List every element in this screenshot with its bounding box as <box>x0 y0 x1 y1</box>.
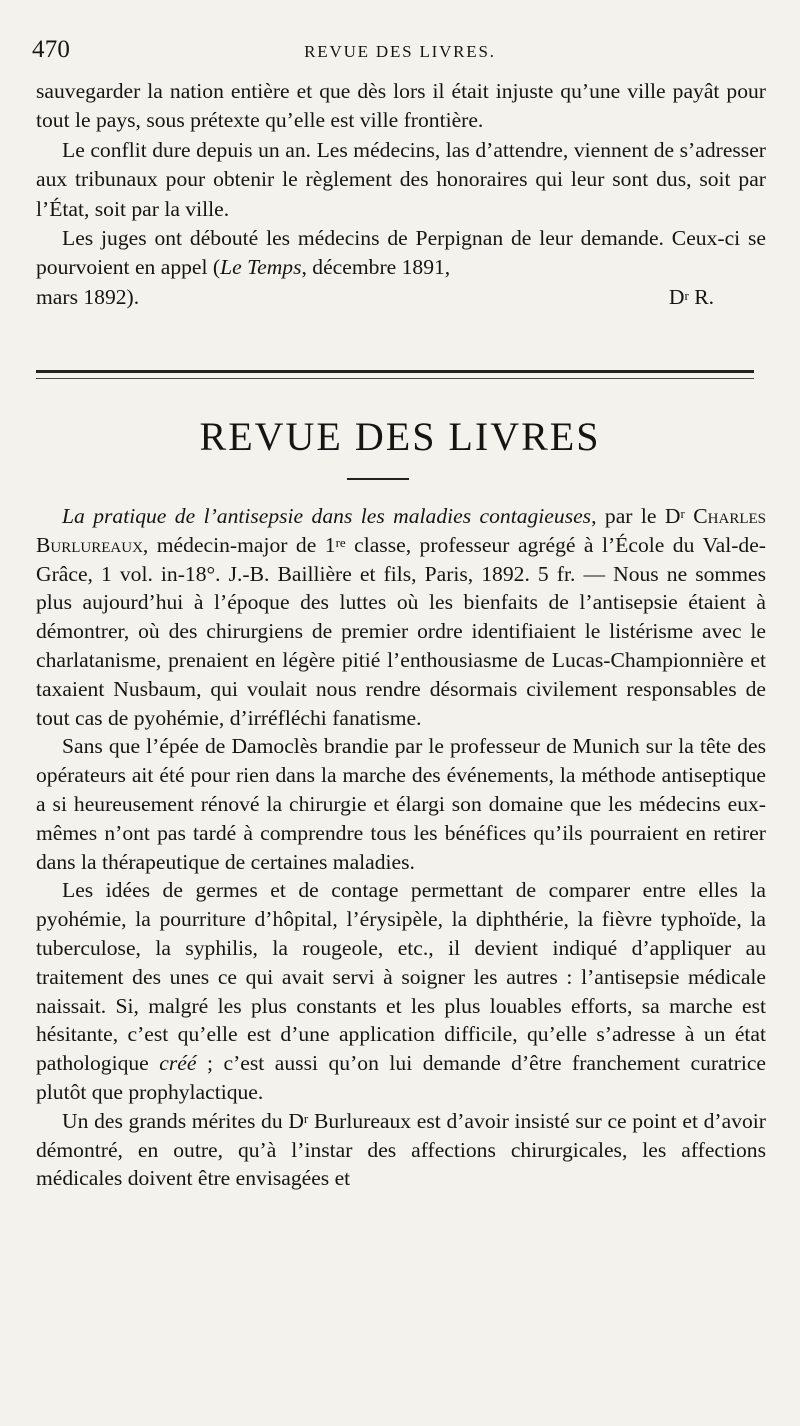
review-opening-paragraph <box>36 502 766 732</box>
review-second-paragraph: Sans que l’épée de Damoclès brandie par le professeur de Munich sur la tête des opérateurs ait été pour rien dans la marche des événements, la méthode antiseptique a si heureusement rénové la chirurgie et élargi son domaine que les médecins eux-mêmes n’ont pas tardé à comprendre tous les bénéfices qu’ils pourraient en retirer dans la thérapeutique de certaines maladies. <box>36 734 766 874</box>
third-paragraph-text: Les idées de germes et de contage permettant de comparer entre elles la pyohémie, la pourriture d’hôpital, l’érysipèle, la diphthérie, la fièvre typhoïde, la tuberculose, la syphilis, la rougeole, etc., il devient indiqué d’appliquer au traitement des unes ce qui avait servi à soigner les autres : l’antisepsie médicale naissait. Si, malgré les plus constants et les plus louables efforts, sa marche est hésitante, c’est qu’elle est d’une application difficile, qu’elle s’adresse à un état pathologique <box>36 878 766 1076</box>
section-title: REVUE DES LIVRES <box>199 414 601 459</box>
fourth-paragraph-superscript: r <box>303 1110 309 1126</box>
review-fourth-paragraph <box>36 1107 766 1193</box>
emphasized-word: créé <box>159 1051 197 1076</box>
signature-name: R. <box>688 284 714 309</box>
author-prefix: D <box>664 504 681 528</box>
section-double-rule-bottom <box>36 378 754 379</box>
class-superscript: re <box>335 534 346 550</box>
opening-text <box>36 77 766 312</box>
title-underline-rule <box>347 478 409 480</box>
paragraph-continuation: sauvegarder la nation entière et que dès lors il était injuste qu’une ville payât pour tout le pays, sous prétexte qu’elle est ville frontière. <box>36 79 766 133</box>
page-number: 470 <box>32 36 71 63</box>
fourth-paragraph-start: Un des grands mérites du D <box>62 1108 304 1133</box>
date-continuation: mars 1892). <box>36 284 140 309</box>
signature-line <box>36 283 766 312</box>
fourth-paragraph-ending: Burlureaux est d’avoir insisté sur ce point et d’avoir démontré, en outre, qu’à l’instar des affections chirurgicales, les affections médicales doivent être envisagées et <box>36 1108 766 1191</box>
author-rank: , médecin-major de 1 <box>142 532 336 557</box>
paragraph-conflict: Le conflit dure depuis un an. Les médecins, las d’attendre, viennent de s’adresser aux tribunaux pour obtenir le règlement des honoraires qui leur sont dus, soit par l’État, soit par la ville. <box>36 137 766 221</box>
review-by-text: , par le <box>591 504 657 528</box>
review-third-paragraph <box>36 876 766 1106</box>
author-superscript: r <box>680 506 685 521</box>
page-header <box>32 30 768 70</box>
running-head: REVUE DES LIVRES. <box>304 42 496 61</box>
reviewed-book-title: La pratique de l’antisepsie dans les maladies contagieuses <box>62 504 592 528</box>
section-double-rule-top <box>36 370 754 373</box>
paragraph-court-decision <box>36 224 766 283</box>
book-review <box>36 502 766 1193</box>
review-description: classe, professeur agrégé à l’École du Val-de-Grâce, 1 vol. in-18°. J.-B. Baillière et fils, Paris, 1892. 5 fr. — Nous ne sommes plus aujourd’hui à l’époque des luttes où les bienfaits de l’antisepsie étaient à démontrer, où des chirurgiens de premier ordre identifiaient le listérisme avec le charlatanisme, prenaient en légère pitié l’enthousiasme de Lucas-Championnière et taxaient Nusbaum, qui voulait nous rendre désormais civilement responsables de tout cas de pyohémie, d’irréfléchi fanatisme. <box>36 532 766 730</box>
signature-prefix: D <box>668 284 685 309</box>
signature-superscript: r <box>684 287 689 303</box>
newspaper-title: Le Temps <box>220 255 302 280</box>
reviewed-author-name: Charles Burlureaux <box>36 504 766 557</box>
third-paragraph-ending: ; c’est aussi qu’on lui demande d’être franchement curatrice plutôt que prophylactique. <box>36 1051 766 1104</box>
court-decision-date: , décembre 1891, <box>301 255 451 280</box>
author-signature <box>669 283 714 312</box>
court-decision-text: Les juges ont débouté les médecins de Perpignan de leur demande. Ceux-ci se pourvoient en appel ( <box>36 226 766 280</box>
